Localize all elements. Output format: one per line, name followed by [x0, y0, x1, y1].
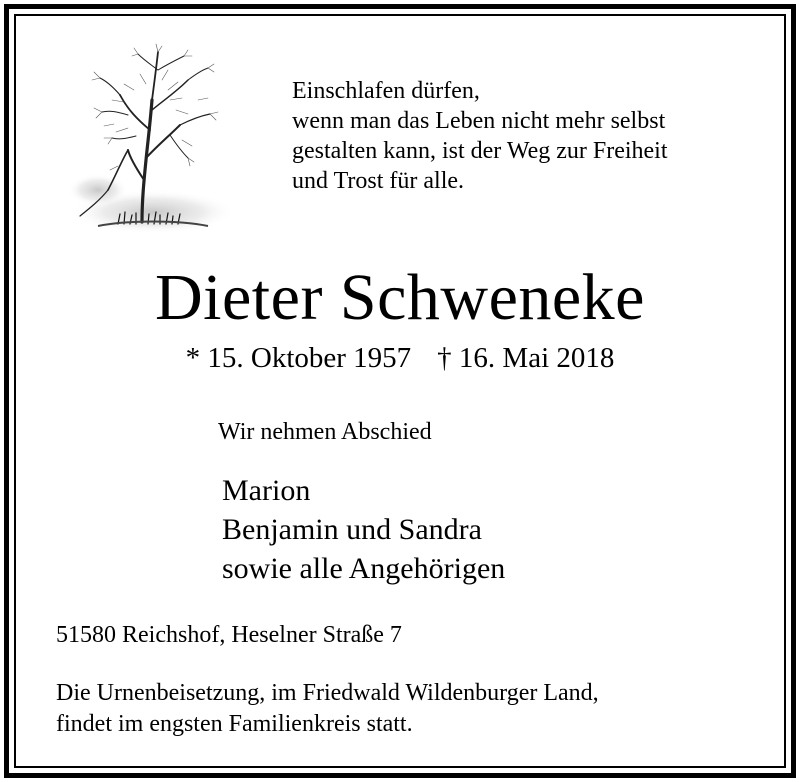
life-dates — [0, 340, 800, 376]
poem-line: Einschlafen dürfen, — [292, 78, 480, 104]
tree-icon — [58, 40, 233, 240]
farewell-intro: Wir nehmen Abschied — [218, 419, 432, 445]
notice-line: findet im engsten Familienkreis statt. — [56, 711, 413, 737]
notice-line: Die Urnenbeisetzung, im Friedwald Wildenburger Land, — [56, 680, 599, 706]
poem-line: und Trost für alle. — [292, 168, 465, 194]
mourner: Marion — [222, 474, 311, 507]
burial-notice — [56, 678, 599, 740]
poem — [292, 76, 772, 196]
deceased-name: Dieter Schweneke — [155, 261, 645, 334]
birth-date: * 15. Oktober 1957 — [185, 342, 412, 374]
poem-line: wenn man das Leben nicht mehr selbst — [292, 108, 666, 134]
mourners-list — [222, 471, 505, 588]
mourner: Benjamin und Sandra — [222, 513, 482, 546]
address: 51580 Reichshof, Heselner Straße 7 — [56, 622, 402, 648]
poem-line: gestalten kann, ist der Weg zur Freiheit — [292, 138, 668, 164]
mourner: sowie alle Angehörigen — [222, 552, 506, 585]
death-date: † 16. Mai 2018 — [437, 342, 615, 374]
